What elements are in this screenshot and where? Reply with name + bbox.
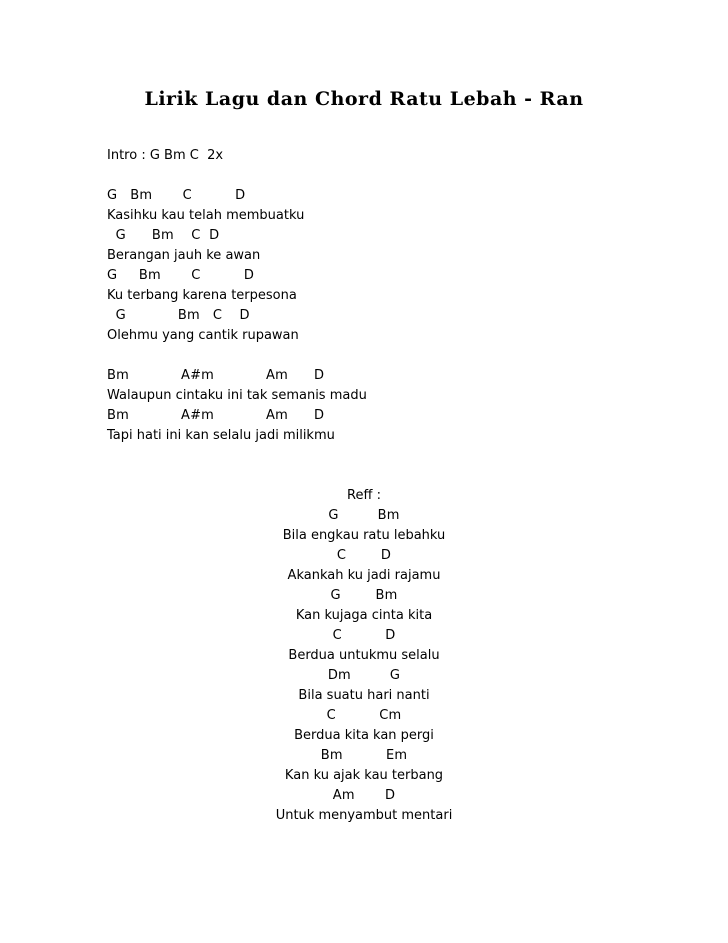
verse1-lyric-line: Berangan jauh ke awan xyxy=(107,248,261,263)
reff-lyric-line: Berdua untukmu selalu xyxy=(288,648,440,663)
reff-chord-line: C Cm xyxy=(326,708,402,723)
verse1-chord-line: G Bm C D xyxy=(107,188,246,203)
reff-chord-line: C D xyxy=(332,628,396,643)
verse2-lyric-line: Walaupun cintaku ini tak semanis madu xyxy=(107,388,367,403)
reff-chord-line: Dm G xyxy=(327,668,401,683)
reff-chord-line: C D xyxy=(336,548,392,563)
reff-heading: Reff : xyxy=(347,488,381,503)
verse1-lyric-line: Kasihku kau telah membuatku xyxy=(107,208,305,223)
reff-chord-line: Am D xyxy=(332,788,396,803)
verse2-lyric-line: Tapi hati ini kan selalu jadi milikmu xyxy=(107,428,335,443)
verse2-chord-line: Bm A#m Am D xyxy=(107,408,325,423)
verse1-chord-line: G Bm C D xyxy=(107,228,220,243)
reff-lyric-line: Kan ku ajak kau terbang xyxy=(284,768,444,783)
verse1-chord-line: G Bm C D xyxy=(107,268,255,283)
reff-chord-line: G Bm xyxy=(328,508,400,523)
page-title: Lirik Lagu dan Chord Ratu Lebah - Ran xyxy=(144,88,584,110)
reff-lyric-line: Berdua kita kan pergi xyxy=(294,728,434,743)
reff-lyric-line: Akankah ku jadi rajamu xyxy=(287,568,441,583)
reff-chord-line: G Bm xyxy=(330,588,398,603)
verse1-lyric-line: Ku terbang karena terpesona xyxy=(107,288,297,303)
verse2-chord-line: Bm A#m Am D xyxy=(107,368,325,383)
reff-chord-line: Bm Em xyxy=(320,748,408,763)
reff-lyric-line: Untuk menyambut mentari xyxy=(275,808,453,823)
verse1-lyric-line: Olehmu yang cantik rupawan xyxy=(107,328,299,343)
reff-lyric-line: Bila suatu hari nanti xyxy=(298,688,430,703)
intro-line: Intro : G Bm C 2x xyxy=(107,148,224,163)
verse1-chord-line: G Bm C D xyxy=(107,308,250,323)
reff-lyric-line: Bila engkau ratu lebahku xyxy=(282,528,446,543)
reff-lyric-line: Kan kujaga cinta kita xyxy=(295,608,433,623)
